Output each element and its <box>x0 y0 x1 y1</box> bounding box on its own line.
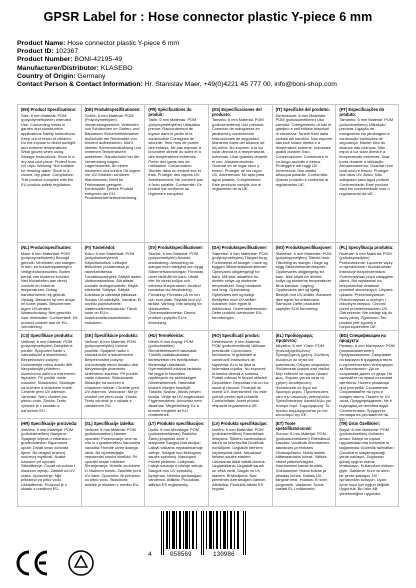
recycling-icon <box>69 551 93 575</box>
spec-cell-sl: (SL) Specifikacije izdelka: Velikost: 6 mm Material: POM (polioksimetilen) Namen uporabe: Povezovanje cevi na vrtu in v gradbeništvu Varnostna navodila: Hranite izven dosega otrok. Ne izpostavljajte neposredni sončni svetlobi. Pri uporabi nosite rokavice. Shranjevanje: Hranite na suhem in hladnem mestu. Zaščitite pred UV žarki. Opozorilo: Ni primerno za pitno vodo. Skladnost: Izdelek je skladen z uredbo EU. <box>81 419 145 507</box>
spec-cell-bg: (BG) Спецификации на продукта: Размер: 6 mm Материал: POM (полиоксиметилен) Предназначение: Свързване на маркучи в градинарството и строителството Инструкции за безопасност: Да се съхранява далеч от деца. Не излагайте на пряка слънчева светлина. Носете ръкавици при употреба. Съхранение: Съхранявайте на сухо и хладно място. Пазете от UV лъчи. Предупреждение: Не е подходящ за питейна вода. Съответствие: Продуктът отговаря на регламента на ЕС. <box>335 331 399 419</box>
spec-cell-pt: (PT) Especificações do produto: Tamanho: 6 mm Material: POM (polioximetileno) Utilização prevista: Ligação de mangueiras em jardinagem e construção Instruções de segurança: Manter fora do alcance das crianças. Não expor à luz solar direta e a temperaturas extremas. Usar luvas durante a utilização. Armazenamento: Guardar num local seco e fresco. Proteger dos raios UV. Aviso: Não adequado para água potável. Conformidade: Este produto está em conformidade com o regulamento da UE. <box>335 105 399 243</box>
info-row-contact: Contact Person & Contact Information: Hr. Stanislav Maer, +49(0)4221 45 777 00, info@boni-shop.com <box>17 81 337 89</box>
spec-cell-el: (EL) Προδιαγραφές προϊόντος: Μέγεθος: 6 mm Υλικό: POM (πολυοξυμεθυλένιο) Προοριζόμενη χρήση: Σύνδεση σωλήνων σε κήπο και κατασκευές Οδηγίες ασφαλείας: Φυλάσσεται μακριά από παιδιά. Μην εκθέτετε σε άμεσο ηλιακό φως. Φοράτε γάντια κατά τη χρήση. Αποθήκευση: Φυλάσσεται σε ξηρό και δροσερό μέρος. Προστατεύστε από την υπεριώδη ακτινοβολία. Προειδοποίηση: Ακατάλληλο για πόσιμο νερό. Συμμόρφωση: Το προϊόν συμμορφώνεται με τον κανονισμό της ΕΕ. <box>272 331 336 419</box>
spec-cell-no: (NO) Produktspesifikasjoner: Størrelse: 6 mm Materiale: POM (polyoksymetylen) Tiltenkt bruk: Tilkobling av slanger i hage og bygg Sikkerhetsinstruksjoner: Oppbevares utilgjengelig for barn. Ikke utsett for direkte sollys og ekstreme temperaturer. Bruk hansker. Lagring: Oppbevares tørt og kjølig. Beskytt mot UV-stråler. Advarsel: Ikke egnet for drikkevann. Samsvar: Dette produktet oppfyller EUs forordning. <box>272 243 336 331</box>
info-row-product-id: Product ID: 102367 <box>17 48 79 56</box>
spec-cell-ro: (RO) Specificații produs: Dimensiune: 6 mm Material: POM (polioximetilenă) Utilizare prevăzută: Conectarea furtunurilor în grădinărit și construcții Instrucțiuni de siguranță: A nu se lăsa la îndemâna copiilor. Nu expuneți la lumina directă a soarelui. Purtați mănuși în timpul utilizării. Depozitare: Depozitați într-un loc uscat și răcoros. Protejați de razele UV. Avertisment: Nu este potrivit pentru apă potabilă. Conformitate: Acest produs respectă regulamentul UE. <box>208 331 272 419</box>
spec-cell-es: (ES) Especificaciones del producto: Tamaño: 6 mm Material: POM (polioximetileno) Uso previsto: Conexión de mangueras en jardinería y construcción Instrucciones de seguridad: Mantener fuera del alcance de los niños. No exponer a la luz solar directa ni a temperaturas extremas. Usar guantes durante el uso. Almacenamiento: Guardar en un lugar seco y fresco. Proteger de los rayos UV. Advertencia: No apto para agua potable. Cumplimiento: Este producto cumple con el reglamento de la UE. <box>208 105 272 243</box>
spec-cell-sk: (SK) Špecifikácie produktu: Veľkosť: 6 mm Materiál: POM (polyoxymetylén) Určené použitie: Spájanie hadíc v záhradníctve a stavebníctve Bezpečnostné pokyny: Uchovávajte mimo dosahu detí. Nevystavujte priamemu slnečnému žiareniu. Pri použití noste rukavice. Skladovanie: Skladujte na suchom a chladnom mieste. Chráňte pred UV žiarením. Varovanie: Nie je vhodné pre pitnú vodu. Zhoda: Tento výrobok je v súlade s nariadením EÚ. <box>81 331 145 419</box>
label-title: GPSR Label for : Hose connector plastic Y-piece 6 mm <box>43 10 373 24</box>
spec-cell-fr: (FR) Spécifications du produit: Taille: 6 mm Matériau: POM (polyoxyméthylène) Utilisation prévue: Raccordement de tuyaux dans le jardin et la construction Consignes de sécurité: Tenir hors de portée des enfants. Ne pas exposer à la lumière directe du soleil et à des températures extrêmes. Porter des gants lors de l'utilisation. Conservation: Stocker dans un endroit sec et frais. Protéger des rayons UV. Avertissement: Ne convient pas à l'eau potable. Conformité: Ce produit est conforme au règlement européen. <box>144 105 208 243</box>
spec-cell-de: (DE) Produktspezifikationen: Größe: 6 mm Material: POM (Polyoxymethylen) Verwendungszweck: Verbinden von Schläuchen im Garten- und Bauwesen Sicherheitshinweise: Außerhalb der Reichweite von Kindern aufbewahren. Nicht direkter Sonneneinstrahlung und extremen Temperaturen aussetzen. Handschuhe bei der Verwendung tragen. Lagerhinweise: An einem trockenen und kühlen Ort lagern. Vor UV-Strahlen schützen. Warnhinweis: Nicht für Trinkwasser geeignet. Konformität: Dieses Produkt entspricht der EU-Produktsicherheitsverordnung. <box>81 105 145 243</box>
spec-cell-en: (EN) Product Specifications: Size: 6 mm Material: POM (polyoxymethylene) Intended Use: Connecting hoses in garden and construction applications Safety Instructions: Keep out of reach of children. Do not expose to direct sunlight and extreme temperatures. Wear gloves when using. Storage Instructions: Store in a dry and cool place. Protect from UV rays. Warning: Not suitable for drinking water. Store in a closed, dry place. Compliance: This product complies with the EU product safety regulation. <box>17 105 81 243</box>
info-row-country: Country of Origin: Germany <box>17 72 106 80</box>
spec-cell-sv: (SV) Produktspecifikationer: Storlek: 6 mm Material: POM (polyoximetylen) Avsedd användning: Anslutning av slangar inom trädgård och bygg Säkerhetsanvisningar: Förvaras utom räckhåll för barn. Utsätt inte för direkt solljus och extrema temperaturer. Använd handskar vid användning. Förvaring: Förvaras på en torr och sval plats. Skydda mot UV-strålar. Varning: Inte lämplig för dricksvatten. Överensstämmelse: Denna produkt uppfyller EU:s förordning. <box>144 243 208 331</box>
barcode-digits-group2: 130986 <box>213 551 235 558</box>
product-info <box>17 40 407 89</box>
info-row-product-number: Product Number: BONI-42195-49 <box>17 56 123 64</box>
info-row-manufacturer: Manufacturer/Distributor: KLASEBO <box>17 64 133 72</box>
spec-cell-lv: (LV) Produkta specifikācijas: Izmērs: 6 mm Materiāls: POM (polioksimetilēns) Paredzētais lietojums: Šļūteņu savienošana dārzā un būvniecībā Drošības norādījumi: Uzglabāt bērniem nepieejamā vietā. Nepakļaut tiešiem saules stariem. Lietošanas laikā valkāt cimdus. Uzglabāšana: Uzglabāt sausā un vēsā vietā. Sargāt no UV stariem. Brīdinājums: Nav piemērots dzeramajam ūdenim. Atbilstība: Produkts atbilst ES regulai. <box>208 419 272 507</box>
barcode-digits-group1: 058569 <box>170 551 192 558</box>
certification-marks <box>17 548 137 578</box>
spec-cell-hr: (HR) Specifikacije proizvoda: Veličina: 6 mm Materijal: POM (polioksimetilen) Namjena: Spajanje crijeva u vrtlarstvu i građevinarstvu Sigurnosne upute: Držati izvan dohvata djece. Ne izlagati izravnoj sunčevoj svjetlosti. Nosite rukavice pri uporabi. Skladištenje: Čuvati na suhom i hladnom mjestu. Zaštititi od UV zraka. Upozorenje: Nije prikladno za pitku vodu. Usklađenost: Proizvod je u skladu s uredbom EU. <box>17 419 81 507</box>
spec-cell-tr: (TR) Ürün Özellikleri: Boyut: 6 mm Malzeme: POM (polioksimetilen) Kullanım amacı: Bahçe ve inşaat uygulamalarında hortumların bağlanması Güvenlik talimatları: Çocukların ulaşamayacağı yerde saklayın. Doğrudan güneş ışığına maruz bırakmayın. Kullanırken eldiven giyin. Saklama: Kuru ve serin bir yerde saklayın. UV ışınlarından koruyun. Uyarı: İçme suyu için uygun değildir. Uygunluk: Bu ürün AB yönetmeliğine uygundur. <box>335 419 399 507</box>
spec-cell-lt: (LT) Produkto specifikacijos: Dydis: 6 mm Medžiaga: POM (polioksimetilenas) Paskirtis: Žarnų jungimas sode ir statybose Saugos instrukcijos: Laikyti vaikams nepasiekiamoje vietoje. Saugoti nuo tiesioginių saulės spindulių. Naudojant mūvėti pirštines. Laikymas: Laikyti sausoje ir vėsioje vietoje. Saugoti nuo UV spindulių. Įspėjimas: Netinka geriamajam vandeniui. Atitiktis: Produktas atitinka ES reglamentą. <box>144 419 208 507</box>
spec-cell-et: (ET) Toote spetsifikatsioonid: Suurus: 6 mm Materjal: POM (polüoksümetüleen) Ettenähtud kasutus: Voolikute ühendamine aianduses ja ehituses Ohutusjuhised: Hoida lastele kättesaamatus kohas. Vältida otsest päikesevalgust. Kasutamisel kanda kindaid. Hoiustamine: Hoida kuivas ja jahedas kohas. Kaitsta UV-kiirguse eest. Hoiatus: Ei sobi joogiveele. Vastavus: Toode vastab EL-i määrusele. <box>272 419 336 507</box>
ce-mark-icon <box>18 552 47 574</box>
spec-grid <box>17 104 399 507</box>
spec-cell-pl: (PL) Specyfikacja produktu: Rozmiar: 6 mm Materiał: POM (polioksymetylen) Przeznaczenie: Łączenie węży w ogrodnictwie i budownictwie Instrukcje bezpieczeństwa: Przechowywać poza zasięgiem dzieci. Nie wystawiać na bezpośrednie działanie promieni słonecznych. Używać rękawic. Przechowywanie: Przechowywać w suchym i chłodnym miejscu. Chronić przed promieniowaniem UV. Ostrzeżenie: Nie nadaje się do wody pitnej. Zgodność: Ten produkt jest zgodny z rozporządzeniem UE. <box>335 243 399 331</box>
spec-cell-da: (DA) Produktspecifikationer: Størrelse: 6 mm Materiale: POM (polyoxymethylen) Tilsigtet brug: Forbindelse af slanger i have og byggeri Sikkerhedsinstruktioner: Opbevares utilgængeligt for børn. Må ikke udsættes for direkte sollys og ekstreme temperaturer. Brug handsker ved brug. Opbevaring: Opbevares tørt og køligt. Beskyttes mod UV-stråler. Advarsel: Ikke egnet til drikkevand. Overensstemmelse: Dette produkt overholder EU-forordningen. <box>208 243 272 331</box>
spec-cell-nl: (NL) Productspecificaties: Maat: 6 mm Materiaal: POM (polyoxymethyleen) Beoogd gebruik: Verbinden van slangen in tuin- en bouwtoepassingen Veiligheidsinstructies: Buiten bereik van kinderen houden. Niet blootstellen aan direct zonlicht en extreme temperaturen. Draag handschoenen bij gebruik. Opslag: Bewaren op een droge en koele plaats. Beschermen tegen UV-stralen. Waarschuwing: Niet geschikt voor drinkwater. Conformiteit: Dit product voldoet aan de EU-verordening. <box>17 243 81 331</box>
spec-cell-it: (IT) Specifiche del prodotto: Dimensione: 6 mm Materiale: POM (poliossimetilene) Uso previsto: Collegamento di tubi in giardino e nell'edilizia Istruzioni di sicurezza: Tenere fuori dalla portata dei bambini. Non esporre alla luce solare diretta e a temperature estreme. Indossare guanti durante l'uso. Conservazione: Conservare in un luogo asciutto e fresco. Proteggere dai raggi UV. Avvertenza: Non adatto all'acqua potabile. Conformità: Questo prodotto è conforme al regolamento UE. <box>272 105 336 243</box>
barcode-digit-left: 4 <box>148 551 152 558</box>
spec-cell-fi: (FI) Tuotetiedot: Koko: 6 mm Materiaali: POM (polyoksimetyleeni) Käyttötarkoitus: Letkujen liittäminen puutarhassa ja rakentamisessa Turvallisuusohjeet: Säilytä lasten ulottumattomissa. Älä altista suoralle auringonvalolle. Käytä käsineitä. Säilytys: Säilytä kuivassa ja viileässä paikassa. Suojaa UV-säteilyltä. Varoitus: Ei sovellu juomavedelle. Vaatimustenmukaisuus: Tämä tuote on EU:n tuoteturvallisuusasetuksen mukainen. <box>81 243 145 331</box>
info-row-product-name: Product Name: Hose connector plastic Y-piece 6 mm <box>17 40 180 47</box>
spec-cell-hu: (HU) Termékleírás: Méret: 6 mm Anyag: POM (polioximetilén) Rendeltetésszerű használat: Tömlők csatlakoztatása kertészetben és építőiparban Biztonsági utasítások: Gyermekektől elzárva tartandó. Ne tegye ki közvetlen napfénynek és szélsőséges hőmérsékletnek. Használat közben viseljen kesztyűt. Tárolás: Száraz, hűvös helyen tárolja. Védje az UV-sugárzástól. Figyelmeztetés: Ivóvízhez nem alkalmas. Megfelelőség: Ez a termék megfelel az EU rendeletnek. <box>144 331 208 419</box>
spec-cell-cs: (CS) Specifikace produktu: Velikost: 6 mm Materiál: POM (polyoxymethylen) Zamýšlené použití: Spojování hadic v zahradnictví a stavebnictví Bezpečnostní pokyny: Uchovávejte mimo dosah dětí. Nevystavujte přímému slunečnímu záření a extrémním teplotám. Při použití noste rukavice. Skladování: Skladujte na suchém a chladném místě. Chraňte před UV zářením. Varování: Není vhodné pro pitnou vodu. Shoda: Tento výrobek je v souladu s nařízením EU. <box>17 331 81 419</box>
